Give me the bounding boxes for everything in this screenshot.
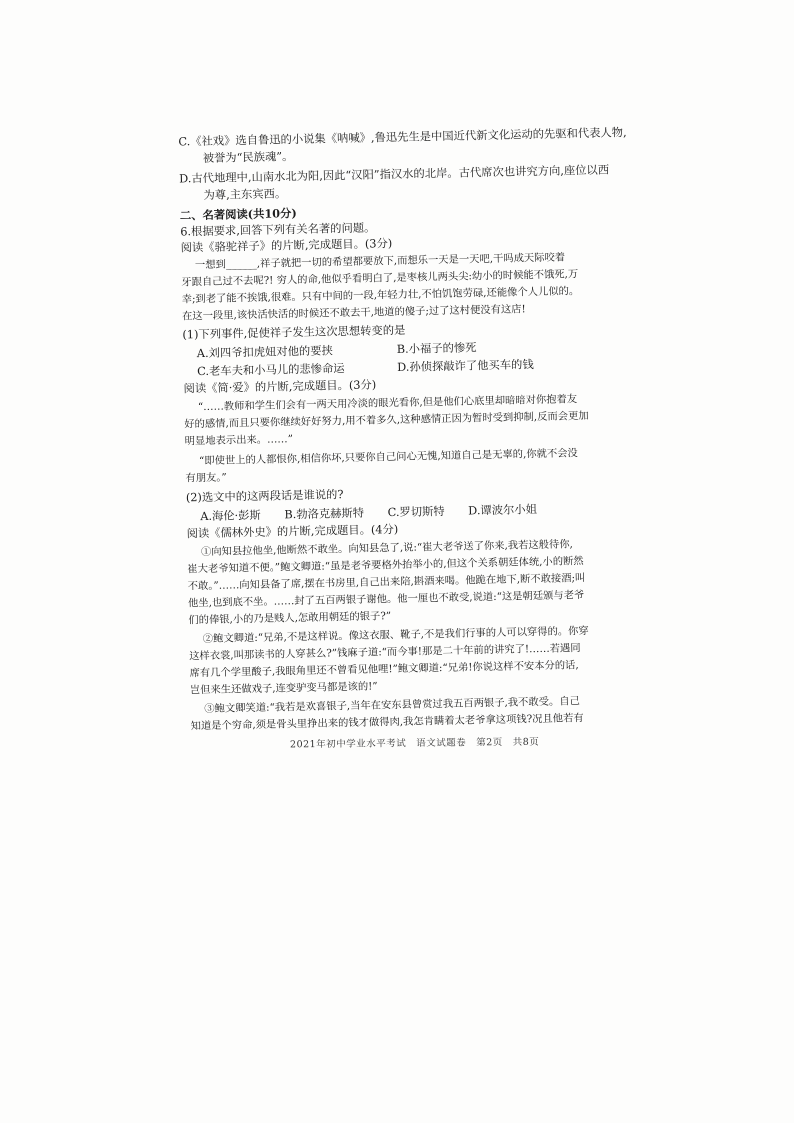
exam-content (178, 116, 627, 765)
option-c-line: C.《社戏》选自鲁迅的小说集《呐喊》,鲁迅先生是中国近代新文化运动的先驱和代表人物, (178, 126, 627, 149)
passage-2-line: 好的感情,而且只要你继续好好努力,用不着多久,这种感情正因为暂时受到抑制,反而会更加 (184, 409, 589, 431)
option-c-line-2: 被誉为“民族魂”。 (202, 150, 294, 165)
option-a: A.刘四爷扣虎妞对他的要挟 (196, 344, 333, 361)
passage-1-line: 在这一段里,该快活快活的时候还不敢去干,地道的傻子;过了这村便没有这店! (181, 303, 526, 323)
option-d: D.孙侦探敲诈了他买车的钱 (397, 358, 534, 374)
question-6: 6.根据要求,回答下列有关名著的问题。 (180, 221, 376, 239)
option-a: A.海伦·彭斯 (200, 508, 261, 524)
passage-1-line: 幸;到老了能不挨饿,很难。只有中间的一段,年轻力壮,不怕饥饱劳碌,还能像个人儿似的。 (181, 285, 580, 306)
sub-question-2: (2)选文中的这两段话是谁说的? (185, 488, 344, 505)
passage-3-line: 他坐,也到底不坐。……封了五百两银子谢他。他一厘也不敢受,说道:“这是朝廷颁与老爷 (187, 589, 585, 610)
passage-3-line: 崔大老爷知道不便。”鲍文卿道:“虽是老爷要格外抬举小的,但这个关系朝廷体统,小的断然 (187, 555, 584, 576)
passage-3-line: ①向知县拉他坐,他断然不敢坐。向知县急了,说:“崔大老爷送了你来,我若这般待你, (200, 538, 573, 559)
option-c: C.老车夫和小马儿的悲惨命运 (197, 362, 345, 379)
passage-2-line: “即使世上的人都恨你,相信你坏,只要你自己问心无愧,知道自己是无辜的,你就不会没 (198, 447, 578, 468)
option-d: D.谭波尔小姐 (468, 503, 538, 518)
option-b: B.小福子的惨死 (396, 341, 477, 356)
passage-3-line: ②鲍文卿道:“兄弟,不是这样说。像这衣服、靴子,不是我们行事的人可以穿得的。你穿 (202, 624, 589, 646)
option-d-line-2: 为尊,主东宾西。 (203, 187, 287, 202)
reading-3-intro: 阅读《儒林外史》的片断,完成题目。(4分) (186, 522, 399, 541)
passage-2-line: “……教师和学生们会有一两天用冷淡的眼光看你,但是他们心底里却暗暗对你抱着友 (197, 393, 578, 414)
passage-2-line: 有朋友。” (185, 471, 227, 485)
sub-question-1: (1)下列事件,促使祥子发生这次思想转变的是 (182, 323, 406, 342)
option-b: B.勃洛克赫斯特 (284, 506, 365, 522)
passage-3-line: 知道是个穷命,须是骨头里挣出来的钱才做得肉,我怎肯瞒着太老爷拿这项钱?况且他若有 (190, 712, 584, 733)
reading-1-intro: 阅读《骆驼祥子》的片断,完成题目。(3分) (180, 237, 393, 255)
passage-3-line: 席有几个学里酸子,我眼角里还不曾看见他哩!”鲍文卿道:“兄弟!你说这样不安本分的话, (189, 659, 579, 680)
option-c: C.罗切斯特 (387, 504, 445, 520)
passage-2-line: 明显地表示出来。……” (184, 433, 294, 448)
option-d-line: D.古代地理中,山南水北为阳,因此“汉阳”指汉水的北岸。古代席次也讲究方向,座位以西 (179, 163, 610, 186)
passage-3-line: 们的俸银,小的乃是贱人,怎敢用朝廷的银子?” (188, 610, 392, 627)
section-heading: 二、名著阅读(共10分) (179, 206, 297, 223)
page-footer: 2021年初中学业水平考试 语文试题卷 第2页 共8页 (289, 736, 540, 751)
passage-3-line: 这样衣裳,叫那读书的人穿甚么?”钱麻子道:“而今事!那是二十年前的讲究了!……若遇同 (189, 642, 581, 663)
passage-1-line: 一想到______,祥子就把一切的希望都要放下,而想乐一天是一天吧,干吗成天际咬着 (194, 251, 566, 272)
reading-2-intro: 阅读《简·爱》的片断,完成题目。(3分) (183, 378, 377, 396)
passage-3-line: 岂但来生还做戏子,连变驴变马都是该的!” (189, 680, 378, 697)
passage-1-line: 牙跟自己过不去呢?! 穷人的命,他似乎看明白了,是枣核儿两头尖:幼小的时候能不饿死,万 (181, 268, 579, 289)
passage-3-line: 不敢。”……向知县备了席,摆在书房里,自己出来陪,斟酒来喝。他跪在地下,断不敢接酒;叫 (187, 572, 586, 593)
passage-3-line: ③鲍文卿笑道:“我若是欢喜银子,当年在安东县曾赏过我五百两银子,我不敢受。自己 (204, 695, 581, 716)
